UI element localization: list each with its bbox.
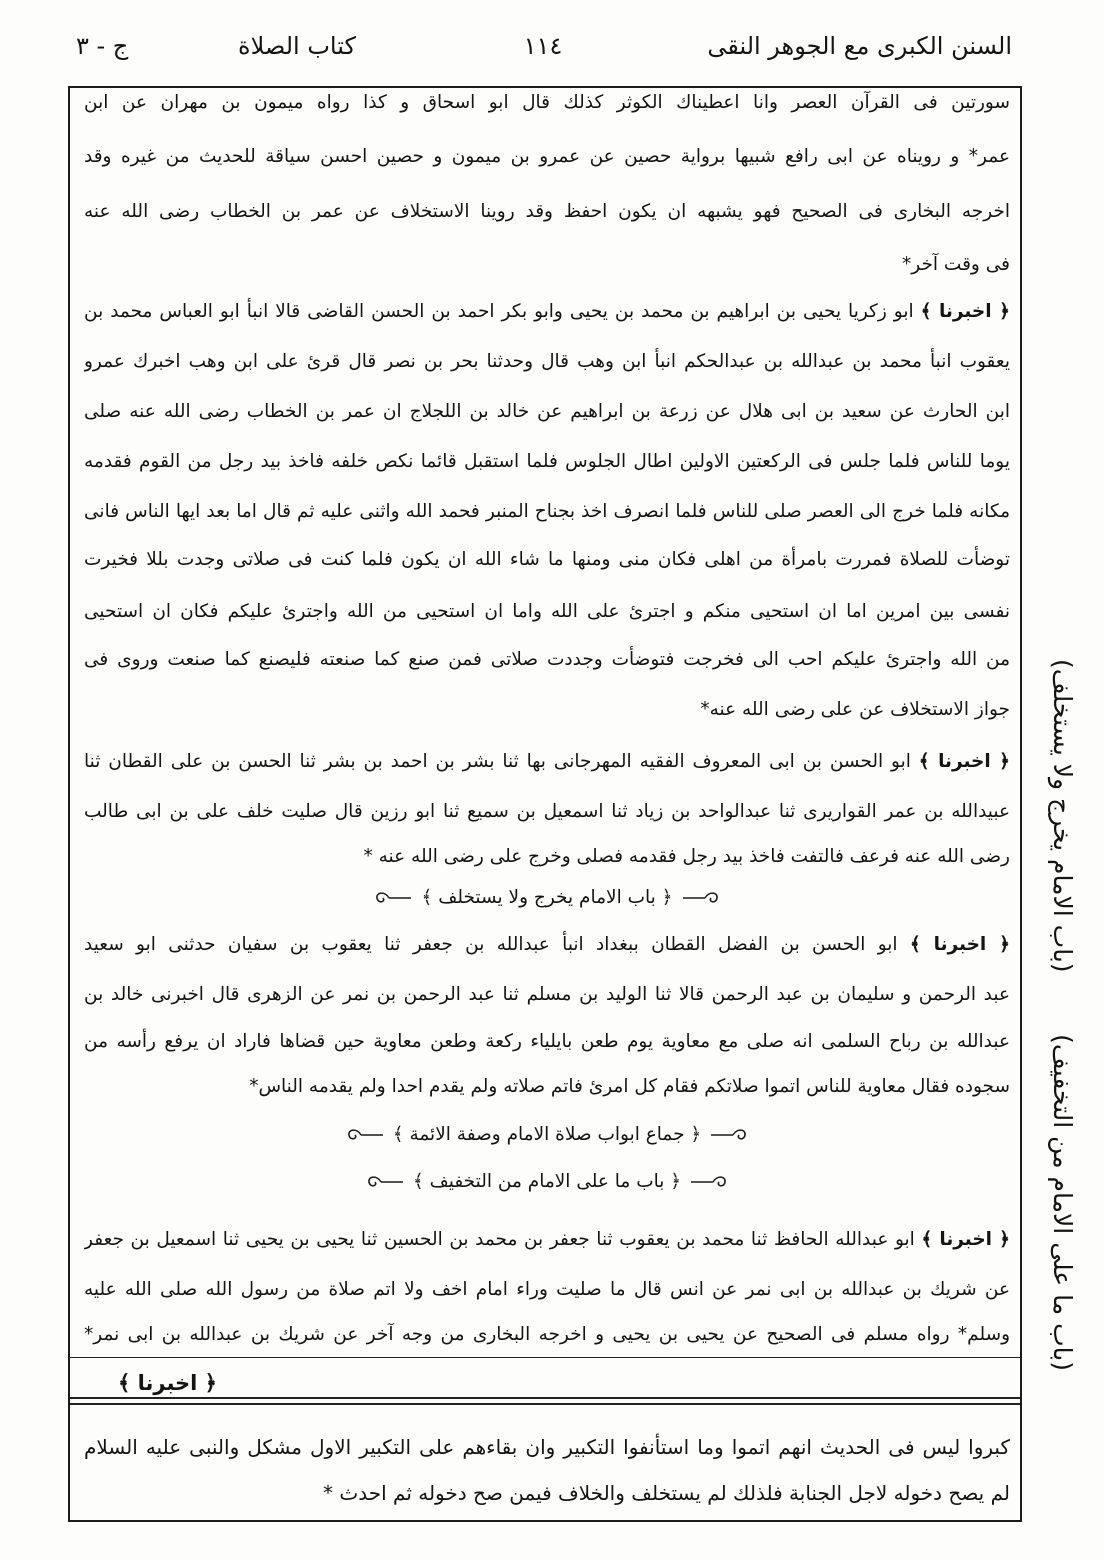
volume-number: ج - ٣ [76,32,129,60]
text-line: ابن الحارث عن سعيد بن ابى هلال عن زرعة بن ابراهيم عن خالد بن اللجلاج ان عمر بن الخطاب رضى الله عنه صلى [84,401,1010,422]
text-line: عن شريك بن عبدالله بن ابى نمر عن انس قال ما صليت وراء امام اخف ولا اتم صلاة من رسول الله صلى الله عليه [84,1279,1010,1300]
text-line: من الله واجترئ عليكم احب الى فخرجت فتوضأت وجددت صلاتى فمن صنع كما صنعته فليصنع كما صنعت وروى فى [84,649,1010,670]
heading-text: ﴿ باب الامام يخرج ولا يستخلف ﴾ [421,887,673,908]
text-line: عبدالله بن رباح السلمى انه صلى مع معاوية يوم طعن بايلياء ركعة وطعن معاوية حين قضاها فاراد ان يرفع رأسه من [84,1031,1010,1052]
catchword: ﴿ اخبرنا ﴾ [118,1371,217,1395]
line-text: ابو عبدالله الحافظ ثنا محمد بن يعقوب ثنا جعفر بن محمد بن الحسين ثنا يحيى بن يحيى ثنا اسمعيل بن جعفر [84,1229,915,1250]
isnad-lead: ﴿ اخبرنا ﴾ [909,934,1010,955]
isnad-lead: ﴿ اخبرنا ﴾ [920,301,1010,322]
text-line [84,922,1010,968]
line-text: ابو الحسن بن ابى المعروف الفقيه المهرجانى بها ثنا بشر بن احمد بن بشر ثنا الحسن بن على القطان ثنا [84,751,911,772]
line-text: ابو الحسن بن الفضل القطان ببغداد انبأ عبدالله بن جعفر ثنا يعقوب بن سفيان حدثنى ابو سعيد [84,934,898,955]
text-line: يعقوب انبأ محمد بن عبدالله بن عبدالحكم انبأ ابن وهب قال وحدثنا بحر بن نصر قال قرئ على ابن وهب اخبرك عمرو [84,351,1010,372]
text-line: رضى الله عنه فرعف فالتفت فاخذ بيد رجل فقدمه فصلى وخرج على رضى الله عنه * [363,846,1010,867]
footnote-line: لم يصح دخوله لاجل الجنابة فلذلك لم يستخلف والخلاف فيمن صح دخوله ثم احدث * [323,1481,1010,1505]
text-line: عمر* و رويناه عن ابى رافع شبيها برواية حصين عن عمرو بن ميمون و حصين احسن سياقة للحديث من غيره وقد [84,146,1010,167]
text-line: يوما للناس فلما جلس فى الركعتين الاولين اطال الجلوس فلما استقبل قائما نكص خلفه فاخذ بيد رجل من القوم فقدمه [84,451,1010,472]
footnote-divider [70,1397,1020,1405]
page-number: ١١٤ [523,32,563,60]
isnad-lead: ﴿ اخبرنا ﴾ [918,751,1010,772]
text-line [84,289,1010,335]
text-line: وسلم* رواه مسلم فى الصحيح عن يحيى بن يحيى و اخرجه البخارى من وجه آخر عن شريك بن عبدالله بن ابى نمر* [84,1324,1010,1345]
flourish-icon [709,1127,749,1143]
text-line: اخرجه البخارى فى الصحيح فهو يشبهه ان يكون احفظ وقد روينا الاستخلاف عن عمر بن الخطاب رضى الله عنه [84,201,1010,222]
section-heading [84,1112,1010,1158]
section-heading [84,875,1010,921]
text-line [84,1217,1010,1263]
flourish-icon [345,1127,385,1143]
heading-text: ﴿ باب ما على الامام من التخفيف ﴾ [412,1171,682,1192]
heading-text: ﴿ جماع ابواب صلاة الامام وصفة الائمة ﴾ [392,1124,702,1145]
divider [70,1357,1020,1358]
book-title: السنن الكبرى مع الجوهر النقى [707,32,1012,60]
isnad-lead: ﴿ اخبرنا ﴾ [921,1229,1010,1250]
text-line: عبيدالله بن عمر القواريرى ثنا عبدالواحد بن زياد ثنا اسمعيل بن سميع ثنا ابو رزين قال صليت خلف على بن ابى طالب [84,801,1010,822]
line-text: ابو زكريا يحيى بن ابراهيم بن محمد بن يحيى وابو بكر احمد بن الحسن القاضى قالا انبأ ابو العباس محمد بن [84,301,914,322]
chapter-title: كتاب الصلاة [238,32,356,60]
margin-note [1038,659,1086,1371]
text-line [84,739,1010,785]
text-line: سجوده فقال معاوية للناس اتموا صلاتكم فقام كل امرئ فاتم صلاته ولم يقدم احدا ولم يقدمه الناس* [249,1076,1010,1097]
text-line: جواز الاستخلاف عن على رضى الله عنه* [700,699,1010,720]
margin-note-text: (باب ما على الامام من التخفيف) [1048,1034,1077,1371]
text-line: عبد الرحمن و سليمان بن عبد الرحمن قالا ثنا الوليد بن مسلم ثنا عبد الرحمن بن نمر عن الزهرى قال اخبرنى خالد بن [84,984,1010,1005]
text-line: مكانه فلما خرج الى العصر صلى للناس فلما انصرف اخذ بجناح المنبر فحمد الله واثنى عليه ثم قال اما بعد ايها الناس فانى [84,501,1010,522]
text-line: فى وقت آخر* [901,254,1010,275]
flourish-icon [365,1174,405,1190]
text-line: سورتين فى القرآن العصر وانا اعطيناك الكوثر كذلك قال ابو اسحاق و كذا رواه ميمون بن مهران عن ابن [84,92,1010,113]
section-heading [84,1159,1010,1205]
flourish-icon [681,890,721,906]
footnote-line: كبروا ليس فى الحديث انهم اتموا وما استأنفوا التكبير وان بقاءهم على التكبير الاول مشكل والنبى عليه السلام [84,1435,1010,1459]
text-line: نفسى بين امرين اما ان استحيى منكم و اجترئ على الله واما ان استحيى من الله واجترئ عليكم فكان ان استحيى [84,601,1010,622]
margin-note-text: (باب الامام يخرج ولا يستخلف) [1048,659,1077,973]
flourish-icon [373,890,413,906]
flourish-icon [689,1174,729,1190]
text-line: توضأت للصلاة فمررت بامرأة من اهلى فكان منى ومنها ما شاء الله ان يكون فلما كنت فى صلاتى وجدت بللا فخيرت [84,549,1010,570]
